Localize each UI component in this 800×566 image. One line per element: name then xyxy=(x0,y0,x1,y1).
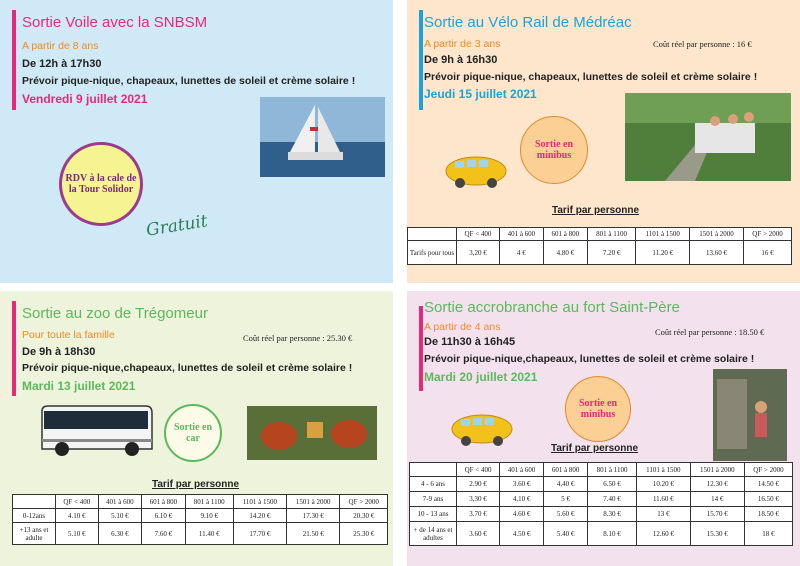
coach-bus-icon xyxy=(38,403,156,459)
velorail-tarif-title: Tarif par personne xyxy=(552,205,640,216)
table-cell: 18.50 € xyxy=(744,507,792,522)
accrobranche-photo xyxy=(713,369,787,461)
red-panda-photo xyxy=(247,406,377,460)
table-cell: 1101 à 1500 xyxy=(636,463,690,477)
accro-cost: Coût réel par personne : 18.50 € xyxy=(655,327,765,337)
voile-title: Sortie Voile avec la SNBSM xyxy=(22,14,208,31)
table-cell: 6.30 € xyxy=(98,523,142,545)
sailboat-photo xyxy=(260,97,385,177)
table-cell: 14 € xyxy=(690,492,744,507)
table-cell: 25.30 € xyxy=(340,523,388,545)
table-cell: QF > 2000 xyxy=(340,495,388,509)
table-cell: 10.20 € xyxy=(636,477,690,492)
velorail-photo xyxy=(625,93,791,181)
table-cell: 801 à 1100 xyxy=(185,495,233,509)
table-row xyxy=(410,477,793,492)
table-header-row xyxy=(13,495,388,509)
accro-hours: De 11h30 à 16h45 xyxy=(424,336,516,348)
table-cell: 17.30 € xyxy=(286,509,340,523)
voile-hours: De 12h à 17h30 xyxy=(22,58,102,70)
zoo-price-table xyxy=(12,494,388,545)
table-cell: 4.50 € xyxy=(500,522,544,546)
table-cell: 2.90 € xyxy=(457,477,500,492)
table-cell: 13 € xyxy=(636,507,690,522)
table-row xyxy=(13,523,388,545)
velorail-advice: Prévoir pique-nique, chapeaux, lunettes de soleil et crème solaire ! xyxy=(424,71,758,83)
accent-bar xyxy=(12,301,16,396)
accro-tarif-title: Tarif par personne xyxy=(551,443,639,454)
table-cell: 18 € xyxy=(744,522,792,546)
table-cell: 3.60 € xyxy=(500,477,544,492)
table-cell: 4,40 € xyxy=(544,477,588,492)
table-cell: 11.20 € xyxy=(636,241,690,265)
table-cell: 3,30 € xyxy=(457,492,500,507)
gratuit-label: Gratuit xyxy=(144,211,210,241)
table-cell: 401 à 600 xyxy=(98,495,142,509)
table-cell: 7.20 € xyxy=(587,241,636,265)
table-cell: 14.50 € xyxy=(744,477,792,492)
table-cell: 3.60 € xyxy=(457,522,500,546)
table-cell xyxy=(13,495,56,509)
table-cell: 21.50 € xyxy=(286,523,340,545)
table-cell: 7.40 € xyxy=(588,492,637,507)
zoo-advice: Prévoir pique-nique,chapeaux, lunettes de soleil et crème solaire ! xyxy=(22,362,353,374)
voile-advice: Prévoir pique-nique, chapeaux, lunettes de soleil et crème solaire ! xyxy=(22,75,356,87)
table-cell: 9.10 € xyxy=(185,509,233,523)
table-cell: QF > 2000 xyxy=(744,228,792,241)
table-cell: 12.60 € xyxy=(636,522,690,546)
table-cell: QF < 400 xyxy=(457,463,500,477)
rdv-badge: RDV à la cale de la Tour Solidor xyxy=(59,142,143,226)
table-cell: 14.20 € xyxy=(233,509,286,523)
table-row xyxy=(410,522,793,546)
zoo-date: Mardi 13 juillet 2021 xyxy=(22,379,136,393)
table-row xyxy=(13,509,388,523)
minibus-icon xyxy=(449,403,515,447)
table-cell: 0-12ans xyxy=(13,509,56,523)
velorail-title: Sortie au Vélo Rail de Médréac xyxy=(424,14,632,31)
table-cell: 1101 à 1500 xyxy=(233,495,286,509)
table-cell: 7.60 € xyxy=(142,523,186,545)
zoo-tarif-title: Tarif par personne xyxy=(152,479,240,490)
table-header-row xyxy=(408,228,792,241)
table-cell: 4.60 € xyxy=(500,507,544,522)
table-row xyxy=(408,241,792,265)
table-cell: 17.70 € xyxy=(233,523,286,545)
zoo-panel xyxy=(0,291,393,566)
table-cell: 801 à 1100 xyxy=(587,228,636,241)
table-cell: 601 à 800 xyxy=(142,495,186,509)
table-cell: QF > 2000 xyxy=(744,463,792,477)
table-row xyxy=(410,507,793,522)
car-bubble: Sortie en car xyxy=(164,404,222,462)
minibus-bubble: Sortie en minibus xyxy=(565,376,631,442)
table-cell: 10 - 13 ans xyxy=(410,507,457,522)
table-cell: 801 à 1100 xyxy=(588,463,637,477)
accro-price-table xyxy=(409,462,793,546)
table-cell: 16 € xyxy=(744,241,792,265)
table-cell: 5.40 € xyxy=(544,522,588,546)
accent-bar xyxy=(12,10,16,110)
accro-title: Sortie accrobranche au fort Saint-Père xyxy=(424,299,680,316)
accent-bar xyxy=(419,306,423,391)
velorail-cost: Coût réel par personne : 16 € xyxy=(653,39,752,49)
velorail-age: A partir de 3 ans xyxy=(424,38,501,50)
accro-age: A partir de 4 ans xyxy=(424,321,501,333)
table-cell: 3,20 € xyxy=(457,241,500,265)
table-cell: 5.60 € xyxy=(544,507,588,522)
table-cell: 4,10 € xyxy=(500,492,544,507)
table-cell: 5 € xyxy=(544,492,588,507)
table-cell: 8.30 € xyxy=(588,507,637,522)
table-cell: 601 à 800 xyxy=(544,463,588,477)
table-cell: +13 ans et adulte xyxy=(13,523,56,545)
minibus-bubble: Sortie en minibus xyxy=(520,116,588,184)
accent-bar xyxy=(419,10,423,110)
table-cell: 20.30 € xyxy=(340,509,388,523)
zoo-cost: Coût réel par personne : 25.30 € xyxy=(243,333,353,343)
velorail-panel xyxy=(407,0,800,283)
table-cell: 13.60 € xyxy=(690,241,744,265)
table-row xyxy=(410,492,793,507)
table-cell: 16.50 € xyxy=(744,492,792,507)
table-cell: 4 - 6 ans xyxy=(410,477,457,492)
table-cell: 601 à 800 xyxy=(543,228,587,241)
table-cell: 6.10 € xyxy=(142,509,186,523)
zoo-title: Sortie au zoo de Trégomeur xyxy=(22,305,208,322)
table-cell: 15.30 € xyxy=(690,522,744,546)
table-cell: 8.10 € xyxy=(588,522,637,546)
zoo-age: Pour toute la famille xyxy=(22,329,115,341)
table-cell: QF < 400 xyxy=(457,228,500,241)
velorail-price-table xyxy=(407,227,792,265)
table-cell: 1501 à 2000 xyxy=(286,495,340,509)
accro-advice: Prévoir pique-nique,chapeaux, lunettes de soleil et crème solaire ! xyxy=(424,353,755,365)
table-cell: 4 € xyxy=(499,241,543,265)
table-cell: 4.80 € xyxy=(543,241,587,265)
table-header-row xyxy=(410,463,793,477)
zoo-hours: De 9h à 18h30 xyxy=(22,346,96,358)
table-cell: 401 à 600 xyxy=(500,463,544,477)
velorail-hours: De 9h à 16h30 xyxy=(424,54,498,66)
table-cell: 11.60 € xyxy=(636,492,690,507)
table-cell: 1101 à 1500 xyxy=(636,228,690,241)
table-cell: 401 à 600 xyxy=(499,228,543,241)
table-cell: 3.70 € xyxy=(457,507,500,522)
table-cell: 7-9 ans xyxy=(410,492,457,507)
table-cell: 4.10 € xyxy=(56,509,99,523)
table-cell: QF < 400 xyxy=(56,495,99,509)
table-cell: 5.10 € xyxy=(56,523,99,545)
minibus-icon xyxy=(443,145,509,189)
table-cell xyxy=(408,228,457,241)
voile-age: A partir de 8 ans xyxy=(22,40,99,52)
table-cell: 11.40 € xyxy=(185,523,233,545)
table-cell: Tarifs pour tous xyxy=(408,241,457,265)
table-cell: 15.70 € xyxy=(690,507,744,522)
velorail-date: Jeudi 15 juillet 2021 xyxy=(424,87,537,101)
table-cell: 1501 à 2000 xyxy=(690,228,744,241)
table-cell: 6.50 € xyxy=(588,477,637,492)
table-cell: + de 14 ans et adultes xyxy=(410,522,457,546)
accro-panel xyxy=(407,291,800,566)
table-cell: 1501 à 2000 xyxy=(690,463,744,477)
voile-date: Vendredi 9 juillet 2021 xyxy=(22,92,148,106)
table-cell: 12.30 € xyxy=(690,477,744,492)
accro-date: Mardi 20 juillet 2021 xyxy=(424,370,538,384)
voile-panel xyxy=(0,0,393,283)
table-cell xyxy=(410,463,457,477)
table-cell: 5.10 € xyxy=(98,509,142,523)
